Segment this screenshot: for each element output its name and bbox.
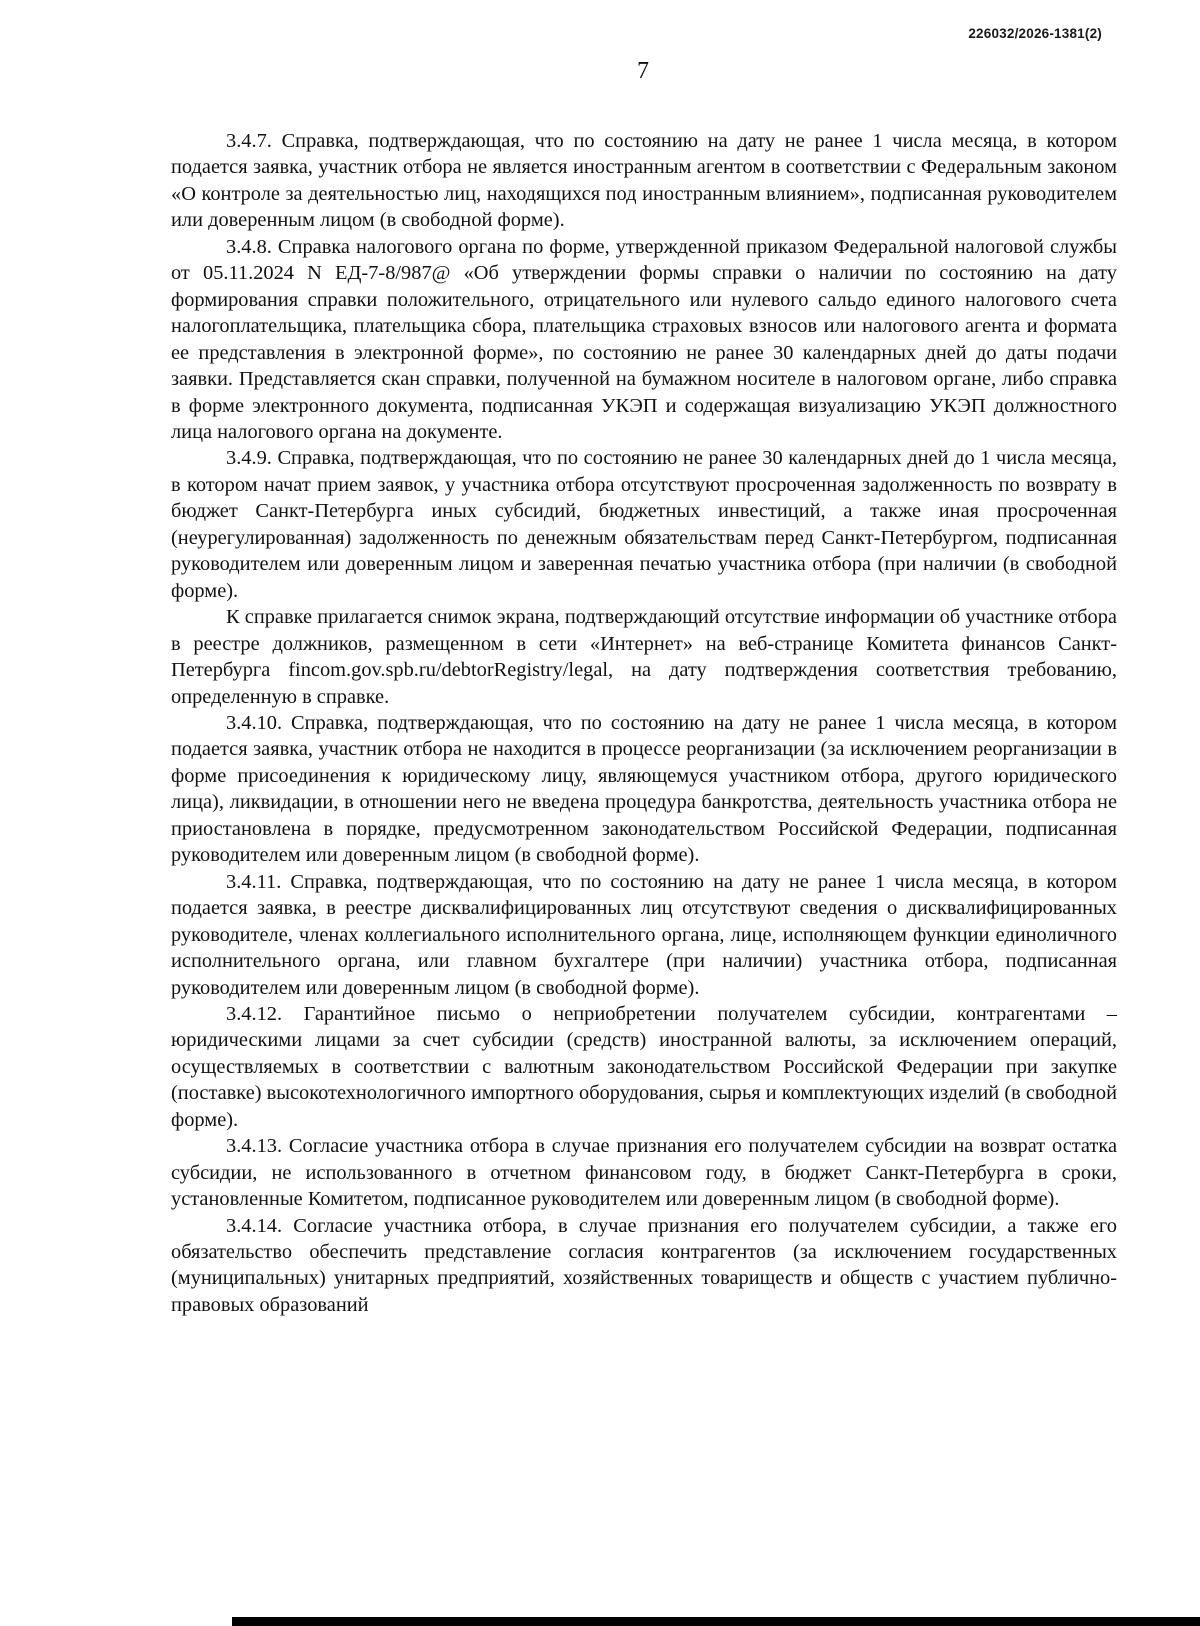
document-body [171,128,1117,1318]
paragraph-3-4-13: 3.4.13. Согласие участника отбора в случае признания его получателем субсидии на возврат остатка субсидии, не использованного в отчетном финансовом году, в бюджет Санкт-Петербурга в сроки, установленные Комитетом, подписанное руководителем или доверенным лицом (в свободной форме). [171,1135,1117,1211]
registration-number: 226032/2026-1381(2) [968,26,1102,41]
paragraph-3-4-10: 3.4.10. Справка, подтверждающая, что по состоянию на дату не ранее 1 числа месяца, в котором подается заявка, участник отбора не находится в процессе реорганизации (за исключением реорганизации в форме присоединения к юридическому лицу, являющемуся участником отбора, другого юридического лица), ликвидации, в отношении него не введена процедура банкротства, деятельность участника отбора не приостановлена в порядке, предусмотренном законодательством Российской Федерации, подписанная руководителем или доверенным лицом (в свободной форме). [171,711,1117,867]
paragraph-3-4-11: 3.4.11. Справка, подтверждающая, что по состоянию на дату не ранее 1 числа месяца, в котором подается заявка, в реестре дисквалифицированных лиц отсутствуют сведения о дисквалифицированных руководителе, членах коллегиального исполнительного органа, лице, исполняющем функции единоличного исполнительного органа, или главном бухгалтере (при наличии) участника отбора, подписанная руководителем или доверенным лицом (в свободной форме). [171,870,1117,999]
paragraph-3-4-12: 3.4.12. Гарантийное письмо о неприобретении получателем субсидии, контрагентами – юридическими лицами за счет субсидии (средств) иностранной валюты, за исключением операций, осуществляемых в соответствии с валютным законодательством Российской Федерации при закупке (поставке) высокотехнологичного импортного оборудования, сырья и комплектующих изделий (в свободной форме). [171,1002,1117,1131]
paragraph-3-4-14: 3.4.14. Согласие участника отбора, в случае признания его получателем субсидии, а также его обязательство обеспечить представление согласия контрагентов (за исключением государственных (муниципальных) унитарных предприятий, хозяйственных товариществ и обществ с участием публично-правовых образований [171,1214,1117,1316]
paragraph-3-4-8: 3.4.8. Справка налогового органа по форме, утвержденной приказом Федеральной налоговой службы от 05.11.2024 N ЕД-7-8/987@ «Об утверждении формы справки о наличии по состоянию на дату формирования справки положительного, отрицательного или нулевого сальдо единого налогового счета налогоплательщика, плательщика сбора, плательщика страховых взносов или налогового агента и формата ее представления в электронной форме», по состоянию не ранее 30 календарных дней до даты подачи заявки. Представляется скан справки, полученной на бумажном носителе в налоговом органе, либо справка в форме электронного документа, подписанная УКЭП и содержащая визуализацию УКЭП должностного лица налогового органа на документе. [171,235,1117,443]
page-number: 7 [637,58,649,84]
paragraph-screenshot-note: К справке прилагается снимок экрана, подтверждающий отсутствие информации об участнике отбора в реестре должников, размещенном в сети «Интернет» на веб-странице Комитета финансов Санкт-Петербурга fincom.gov.spb.ru/debtorRegistry/legal, на дату подтверждения соответствия требованию, определенную в справке. [171,606,1117,708]
paragraph-3-4-9: 3.4.9. Справка, подтверждающая, что по состоянию не ранее 30 календарных дней до 1 числа месяца, в котором начат прием заявок, у участника отбора отсутствуют просроченная задолженность по возврату в бюджет Санкт-Петербурга иных субсидий, бюджетных инвестиций, а также иная просроченная (неурегулированная) задолженность по денежным обязательствам перед Санкт-Петербургом, подписанная руководителем или доверенным лицом и заверенная печатью участника отбора (при наличии (в свободной форме). [171,447,1117,602]
scan-bottom-edge [232,1617,1200,1626]
paragraph-3-4-7: 3.4.7. Справка, подтверждающая, что по состоянию на дату не ранее 1 числа месяца, в котором подается заявка, участник отбора не является иностранным агентом в соответствии с Федеральным законом «О контроле за деятельностью лиц, находящихся под иностранным влиянием», подписанная руководителем или доверенным лицом (в свободной форме). [171,130,1117,232]
